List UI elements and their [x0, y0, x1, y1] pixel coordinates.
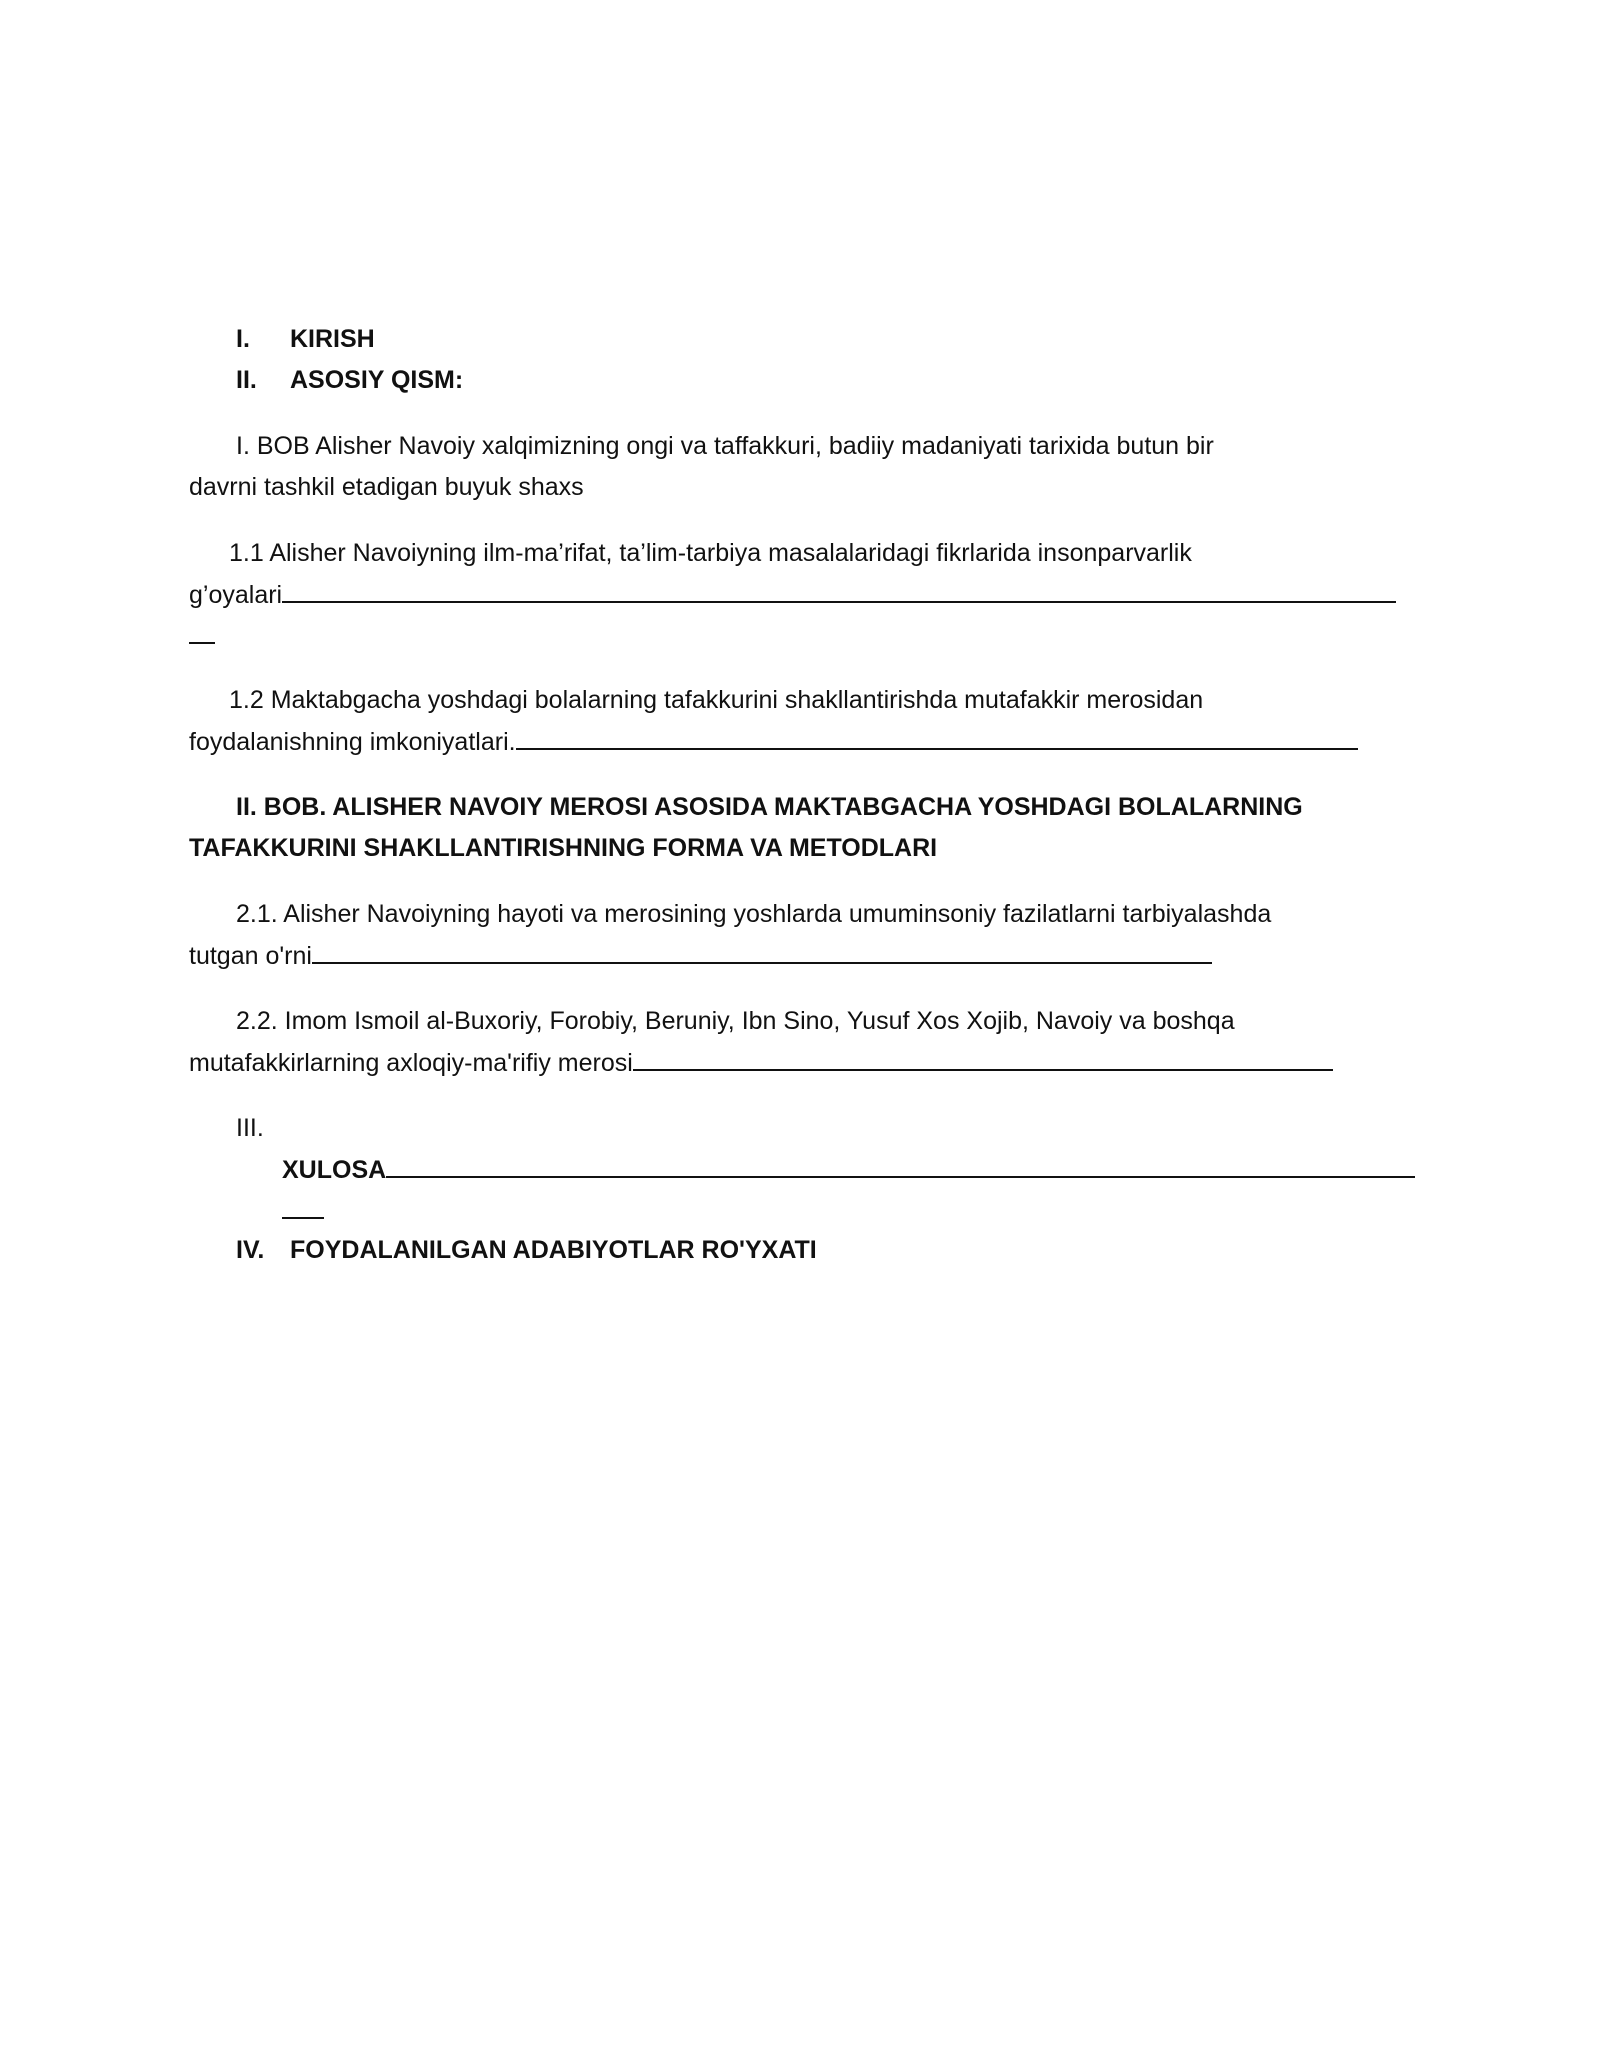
leader-line [386, 1152, 1415, 1178]
toc-section-label: mutafakkirlarning axloqiy-ma'rifiy merosi [189, 1049, 633, 1077]
toc-xulosa-line-2 [282, 1193, 324, 1228]
toc-section-2-2-line-1: 2.2. Imom Ismoil al-Buxoriy, Forobiy, Beruniy, Ibn Sino, Yusuf Xos Xojib, Navoiy va boshqa [236, 1007, 1235, 1035]
leader-line [282, 1193, 324, 1219]
toc-item-xulosa [282, 1152, 1415, 1187]
leader-line [312, 938, 1212, 964]
toc-section-label: foydalanishning imkoniyatlari. [189, 728, 516, 756]
leader-line [189, 618, 215, 644]
toc-item-asosiy-qism [236, 363, 463, 397]
toc-section-1-2-line-1: 1.2 Maktabgacha yoshdagi bolalarning tafakkurini shakllantirishda mutafakkir merosidan [229, 686, 1204, 714]
toc-label: KIRISH [290, 325, 375, 353]
toc-number: II. [236, 366, 257, 394]
toc-section-2-2-line-2 [189, 1045, 1333, 1080]
toc-chapter-1-line-2: davrni tashkil etadigan buyuk shaxs [189, 473, 584, 501]
toc-section-label: g’oyalari [189, 581, 283, 609]
leader-line [633, 1045, 1333, 1071]
toc-section-1-1-line-1: 1.1 Alisher Navoiyning ilm-ma’rifat, ta’lim-tarbiya masalalaridagi fikrlarida insonparvarlik [229, 539, 1192, 567]
toc-chapter-1-line-1: I. BOB Alisher Navoiy xalqimizning ongi va taffakkuri, badiiy madaniyati tarixida butun bir [236, 432, 1214, 460]
toc-chapter-2-line-1: II. BOB. ALISHER NAVOIY MEROSI ASOSIDA MAKTABGACHA YOSHDAGI BOLALARNING [236, 793, 1303, 821]
leader-line [516, 724, 1358, 750]
toc-number: IV. [236, 1236, 265, 1264]
toc-section-2-1-line-1: 2.1. Alisher Navoiyning hayoti va merosining yoshlarda umuminsoniy fazilatlarni tarbiyalashda [236, 900, 1272, 928]
toc-section-1-1-line-3 [189, 618, 215, 653]
toc-label: XULOSA [282, 1156, 387, 1184]
toc-item-kirish [236, 322, 375, 356]
toc-label: ASOSIY QISM: [290, 366, 464, 394]
leader-line [282, 577, 1396, 603]
toc-item-adabiyotlar [236, 1233, 817, 1267]
toc-section-1-2-line-2 [189, 724, 1358, 759]
toc-section-1-1-line-2 [189, 577, 1396, 612]
toc-section-label: tutgan o'rni [189, 942, 312, 970]
toc-number-xulosa: III. [236, 1114, 264, 1142]
toc-number: I. [236, 325, 250, 353]
toc-label: FOYDALANILGAN ADABIYOTLAR RO'YXATI [290, 1236, 817, 1264]
toc-chapter-2-line-2: TAFAKKURINI SHAKLLANTIRISHNING FORMA VA METODLARI [189, 834, 938, 862]
toc-section-2-1-line-2 [189, 938, 1212, 973]
